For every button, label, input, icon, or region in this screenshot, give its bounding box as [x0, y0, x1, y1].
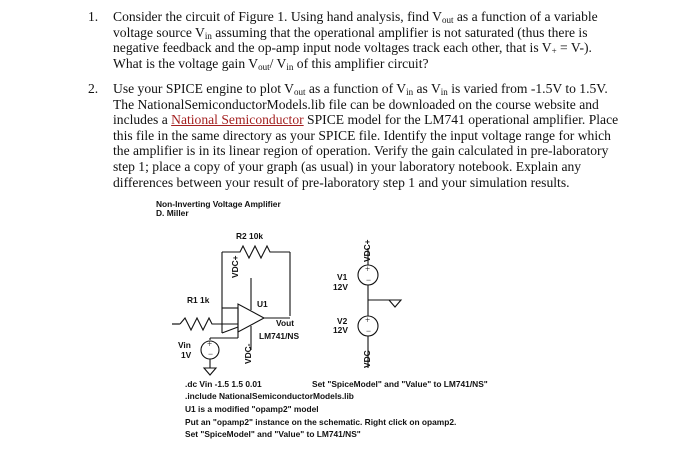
ground-vin	[204, 368, 216, 375]
svg-text:+: +	[365, 264, 371, 274]
r1-label: R1 1k	[187, 295, 210, 305]
v2-name-label: V2	[337, 316, 348, 326]
spice-model-note: Set "SpiceModel" and "Value" to LM741/NS"	[312, 379, 488, 389]
r2-label: R2 10k	[236, 231, 264, 241]
question-1-text: Consider the circuit of Figure 1. Using hand analysis, find $V_{out}$ as a function of a variable voltage source $V_{in}$ assuming that the operational amplifier is not saturated (thus there is negative feedback and the op-amp input node voltages track each other, that is $V_+ = V-$). What is the voltage gain $V_{out}/$ $V_{in}$ of this amplifier circuit?	[113, 9, 598, 72]
u1-note: U1 is a modified "opamp2" model	[185, 404, 319, 414]
ground-supply	[389, 300, 401, 307]
question-2-text: Use your SPICE engine to plot $V_{out}$ as a function of $V_{in}$ as $V_{in}$ is varied from -1.5V to 1.5V. The NationalSemiconductorModels.lib file can be downloaded on the course website and includes a National Semiconductor SPICE model for the LM741 operational amplifier. Place this file in the same directory as your SPICE file. Identify the input voltage range for which the amplifier is in its linear region of operation. Verify the gain calculated in pre-laboratory step 1; place a copy of your graph (as usual) in your laboratory notebook. Explain any differences between your result of pre-laboratory step 1 and your simulation results.	[113, 81, 619, 190]
u1-label: U1	[257, 299, 268, 309]
opamp-model-label: LM741/NS	[259, 331, 300, 341]
put-note: Put an "opamp2" instance on the schematic. Right click on opamp2.	[185, 417, 457, 427]
vout-label: Vout	[276, 318, 294, 328]
vdc-minus-bottom-label: VDC-	[243, 343, 253, 364]
include-line: .include NationalSemiconductorModels.lib	[185, 391, 354, 401]
vdc-plus-top-label: VDC+	[230, 255, 240, 278]
schematic-author: D. Miller	[156, 208, 189, 218]
vdc-minus-right-label: VDC-	[362, 347, 372, 368]
v2-value-label: 12V	[333, 325, 348, 335]
dc-sweep-line: .dc Vin -1.5 1.5 0.01	[185, 379, 262, 389]
v1-name-label: V1	[337, 272, 348, 282]
vdc-plus-right-label: VDC+	[362, 239, 372, 262]
vin-value-label: 1V	[181, 350, 192, 360]
vin-name-label: Vin	[178, 340, 191, 350]
v1-value-label: 12V	[333, 282, 348, 292]
svg-text:−: −	[366, 275, 372, 285]
schematic-title: Non-Inverting Voltage Amplifier	[156, 199, 281, 209]
resistor-r1	[180, 318, 238, 330]
svg-text:−: −	[208, 349, 214, 359]
svg-text:−: −	[366, 326, 372, 336]
question-1-number: 1.	[88, 9, 99, 24]
svg-text:+: +	[365, 315, 371, 325]
svg-text:+: +	[207, 339, 213, 349]
question-2-number: 2.	[88, 81, 99, 96]
national-semiconductor-link[interactable]: National Semiconductor	[171, 112, 304, 128]
set-note: Set "SpiceModel" and "Value" to LM741/NS"	[185, 429, 361, 439]
